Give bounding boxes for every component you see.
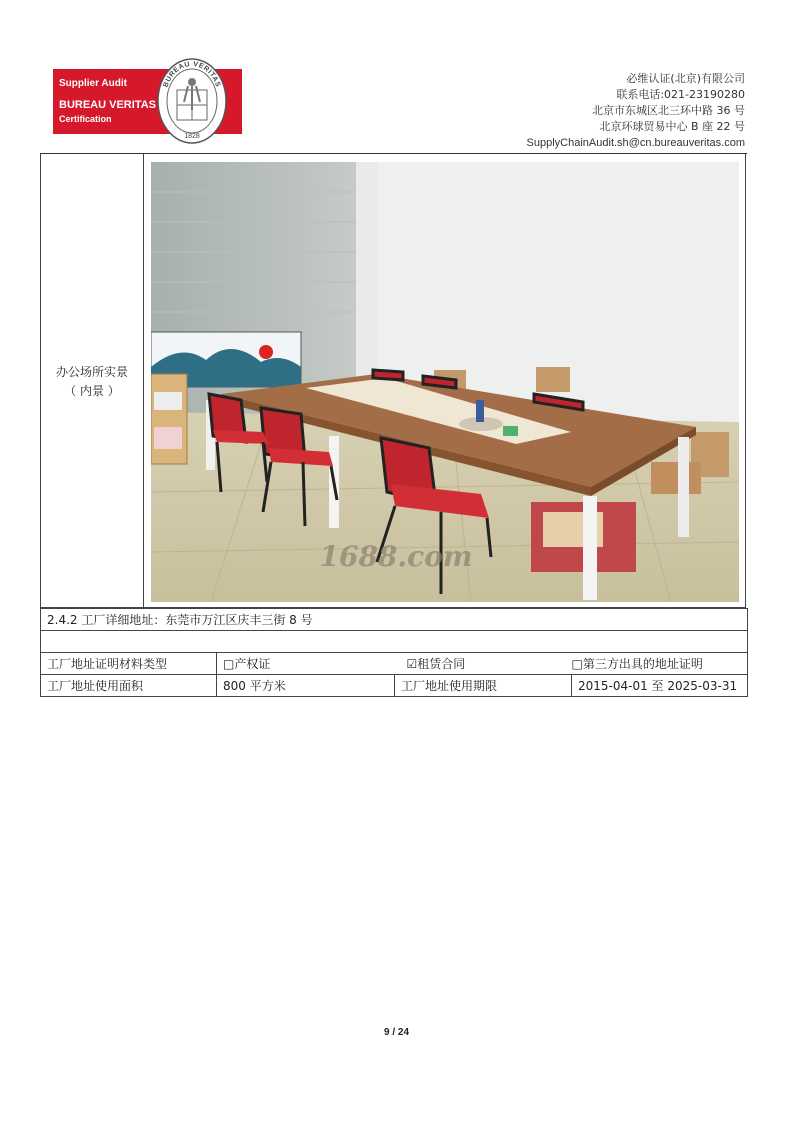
svg-text:BUREAU VERITAS: BUREAU VERITAS bbox=[162, 60, 222, 89]
logo-line-1: Supplier Audit bbox=[59, 78, 127, 89]
period-value: 2015-04-01 至 2025-03-31 bbox=[572, 675, 748, 697]
svg-text:1828: 1828 bbox=[184, 133, 200, 140]
seal-icon bbox=[157, 58, 227, 144]
checkbox-unchecked-icon: □ bbox=[223, 657, 235, 671]
address-detail-row bbox=[41, 609, 748, 631]
usage-row bbox=[41, 675, 748, 697]
checkbox-checked-icon: ☑ bbox=[406, 657, 418, 671]
bureau-veritas-logo bbox=[53, 58, 243, 144]
photo-label-cell bbox=[41, 154, 144, 607]
blank-cell bbox=[41, 631, 748, 653]
company-phone: 联系电话:021-23190280 bbox=[616, 88, 745, 101]
option-label: 产权证 bbox=[234, 657, 271, 671]
checkbox-unchecked-icon: □ bbox=[571, 657, 583, 671]
address-detail: 2.4.2 工厂详细地址：东莞市万江区庆丰三街 8 号 bbox=[41, 609, 748, 631]
company-address-2: 北京环球贸易中心 B 座 22 号 bbox=[599, 120, 745, 133]
proof-type-label: 工厂地址证明材料类型 bbox=[41, 653, 217, 675]
period-label: 工厂地址使用期限 bbox=[395, 675, 572, 697]
company-address-1: 北京市东城区北三环中路 36 号 bbox=[592, 104, 745, 117]
photo-watermark: 1688.com bbox=[319, 540, 473, 573]
office-interior-photo bbox=[151, 162, 739, 602]
office-photo-row bbox=[40, 154, 746, 608]
photo-label bbox=[41, 363, 143, 401]
company-name: 必维认证(北京)有限公司 bbox=[626, 72, 745, 85]
company-email: SupplyChainAudit.sh@cn.bureauveritas.com bbox=[526, 137, 745, 149]
proof-type-row bbox=[41, 653, 748, 675]
option-third-party-proof bbox=[572, 653, 748, 675]
option-label: 第三方出具的地址证明 bbox=[582, 657, 703, 671]
page-number: 9 / 24 bbox=[383, 1027, 410, 1038]
area-value: 800 平方米 bbox=[217, 675, 395, 697]
logo-line-2: BUREAU VERITAS bbox=[59, 99, 156, 111]
photo-label-line-1: 办公场所实景 bbox=[55, 365, 128, 379]
option-label: 租赁合同 bbox=[417, 657, 466, 671]
option-property-cert bbox=[217, 653, 395, 675]
logo-line-3: Certification bbox=[59, 114, 112, 124]
option-lease-contract bbox=[395, 653, 572, 675]
company-info bbox=[527, 71, 745, 151]
area-label: 工厂地址使用面积 bbox=[41, 675, 217, 697]
photo-label-line-2: （ 内景 ） bbox=[64, 384, 120, 398]
factory-address-table bbox=[40, 608, 748, 697]
blank-row bbox=[41, 631, 748, 653]
